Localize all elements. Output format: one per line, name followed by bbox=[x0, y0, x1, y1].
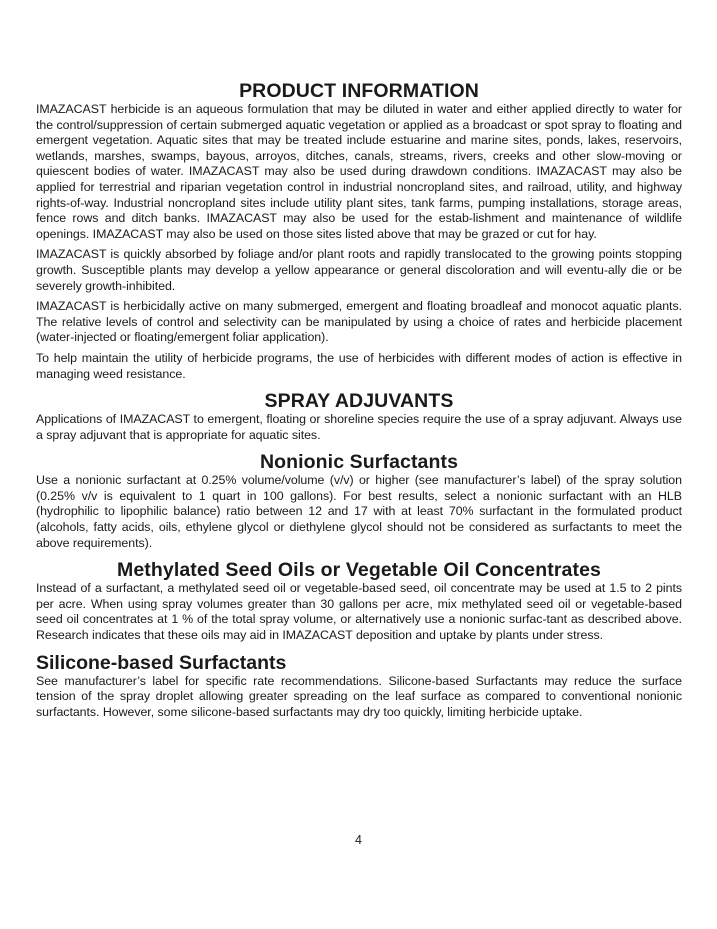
heading-spray-adjuvants: SPRAY ADJUVANTS bbox=[264, 390, 454, 413]
paragraph-product-overview: IMAZACAST herbicide is an aqueous formulation that may be diluted in water and either applied directly to water for the control/suppression of certain submerged aquatic vegetation or applied as a broadcast or spot spray to floating and emergent vegetation. Aquatic sites that may be treated include estuarine and marine sites, ponds, lakes, reservoirs, wetlands, marshes, swamps, bayous, arroyos, ditches, canals, streams, rivers, creeks and other slow-moving or quiescent bodies of water. IMAZACAST may also be used during drawdown conditions. IMAZACAST may also be applied for terrestrial and riparian vegetation control in industrial noncropland sites, and railroad, utility, and highway rights-of-way. Industrial noncropland sites include utility plant sites, tank farms, pumping installations, storage areas, fence rows and ditch banks. IMAZACAST may also be used for the estab-lishment and maintenance of wildlife openings. IMAZACAST may also be used on those sites listed above that may be grazed or cut for hay. bbox=[36, 102, 682, 241]
heading-nonionic-surfactants: Nonionic Surfactants bbox=[259, 451, 459, 474]
heading-seed-oils: Methylated Seed Oils or Vegetable Oil Concentrates bbox=[117, 559, 601, 582]
paragraph-silicone-surfactants: See manufacturer’s label for specific rate recommendations. Silicone-based Surfactants may reduce the surface tension of the spray droplet allowing greater spreading on the leaf surface as compared to conventional nonionic surfactants. However, some silicone-based surfactants may dry too quickly, limiting herbicide uptake. bbox=[36, 673, 682, 719]
heading-product-information: PRODUCT INFORMATION bbox=[239, 80, 479, 102]
paragraph-resistance: To help maintain the utility of herbicide programs, the use of herbicides with different modes of action is effective in managing weed resistance. bbox=[36, 350, 682, 381]
paragraph-nonionic-surfactants: Use a nonionic surfactant at 0.25% volume/volume (v/v) or higher (see manufacturer’s label) of the spray solution (0.25% v/v is equivalent to 1 quart in 100 gallons). For best results, select a nonionic surfactant with an HLB (hydrophilic to lipophilic balance) ratio between 12 and 17 with at least 70% surfactant in the formulated product (alcohols, fatty acids, oils, ethylene glycol or diethylene glycol should not be considered as surfactants to meet the above requirements). bbox=[36, 473, 682, 550]
paragraph-spray-adjuvants: Applications of IMAZACAST to emergent, floating or shoreline species require the use of a spray adjuvant. Always use a spray adjuvant that is appropriate for aquatic sites. bbox=[36, 412, 682, 442]
heading-silicone-surfactants: Silicone-based Surfactants bbox=[36, 651, 287, 674]
document-page bbox=[36, 80, 682, 720]
paragraph-activity: IMAZACAST is herbicidally active on many submerged, emergent and floating broadleaf and monocot aquatic plants. The relative levels of control and selectivity can be manipulated by using a choice of rates and herbicide placement (water-injected or floating/emergent foliar application). bbox=[36, 299, 682, 345]
paragraph-seed-oils: Instead of a surfactant, a methylated seed oil or vegetable-based seed, oil concentrate may be used at 1.5 to 2 pints per acre. When using spray volumes greater than 30 gallons per acre, mix methylated seed oil or vegetable-based seed oil concentrates at 1 % of the total spray volume, or alternatively use a nonionic surfac-tant as described above. Research indicates that these oils may aid in IMAZACAST deposition and uptake by plants under stress. bbox=[36, 581, 682, 643]
paragraph-absorption: IMAZACAST is quickly absorbed by foliage and/or plant roots and rapidly translocated to the growing points stopping growth. Susceptible plants may develop a yellow appearance or general discoloration and will eventu-ally die or be severely growth-inhibited. bbox=[36, 247, 682, 293]
page-number: 4 bbox=[355, 833, 362, 847]
